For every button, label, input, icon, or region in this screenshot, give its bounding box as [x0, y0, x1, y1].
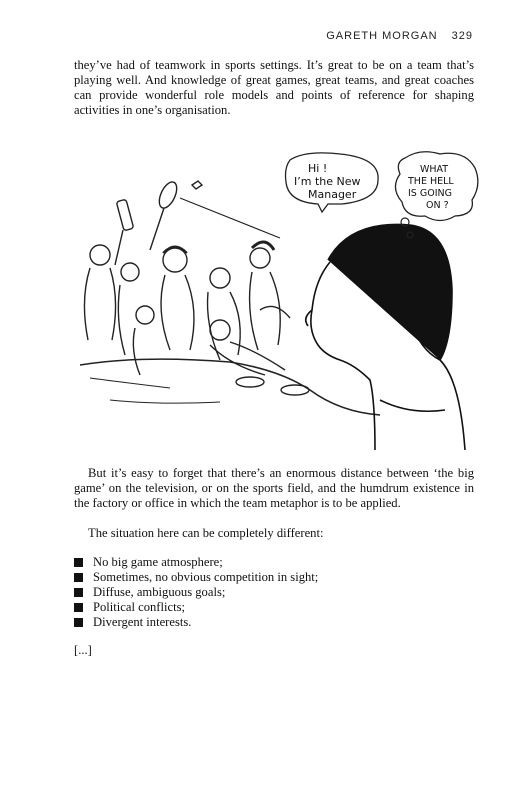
list-item: [74, 615, 474, 630]
bullet-square-icon: [74, 558, 83, 567]
list-item: [74, 600, 474, 615]
list-item-text: Divergent interests.: [93, 615, 192, 629]
paragraph-intro: they’ve had of teamwork in sports settings. It’s great to be on a team that’s playing well. And knowledge of great games, great teams, and great coaches can provide wonderful role models and points of reference for shaping activities in one’s organisation.: [74, 58, 474, 117]
paragraph-big-game: But it’s easy to forget that there’s an enormous distance between ‘the big game’ on the television, or on the sports field, and the humdrum existence in the factory or office in which the team metaphor is to be applied.: [74, 466, 474, 510]
list-item-text: No big game atmosphere;: [93, 555, 223, 569]
list-item-text: Sometimes, no obvious competition in sight;: [93, 570, 319, 584]
thought-line-2: THE HELL: [408, 176, 454, 187]
running-header: [326, 30, 473, 42]
speech-line-3: Manager: [308, 188, 357, 201]
omission-marker: [...]: [74, 643, 92, 657]
thought-line-4: ON ?: [426, 200, 449, 211]
speech-line-2: I’m the New: [294, 175, 361, 188]
bullet-square-icon: [74, 603, 83, 612]
bullet-list: [74, 555, 474, 630]
header-page-number: 329: [451, 30, 473, 42]
speech-line-1: Hi !: [308, 162, 328, 175]
bullet-square-icon: [74, 618, 83, 627]
bullet-square-icon: [74, 573, 83, 582]
header-author: GARETH MORGAN: [326, 30, 438, 42]
cartoon-illustration: [80, 150, 480, 455]
paragraph-situation: The situation here can be completely different:: [88, 526, 324, 540]
list-item-text: Political conflicts;: [93, 600, 185, 614]
list-item: [74, 570, 474, 585]
list-item: [74, 555, 474, 570]
list-item-text: Diffuse, ambiguous goals;: [93, 585, 226, 599]
thought-line-3: IS GOING: [408, 188, 452, 199]
list-item: [74, 585, 474, 600]
thought-line-1: WHAT: [420, 164, 449, 175]
bullet-square-icon: [74, 588, 83, 597]
